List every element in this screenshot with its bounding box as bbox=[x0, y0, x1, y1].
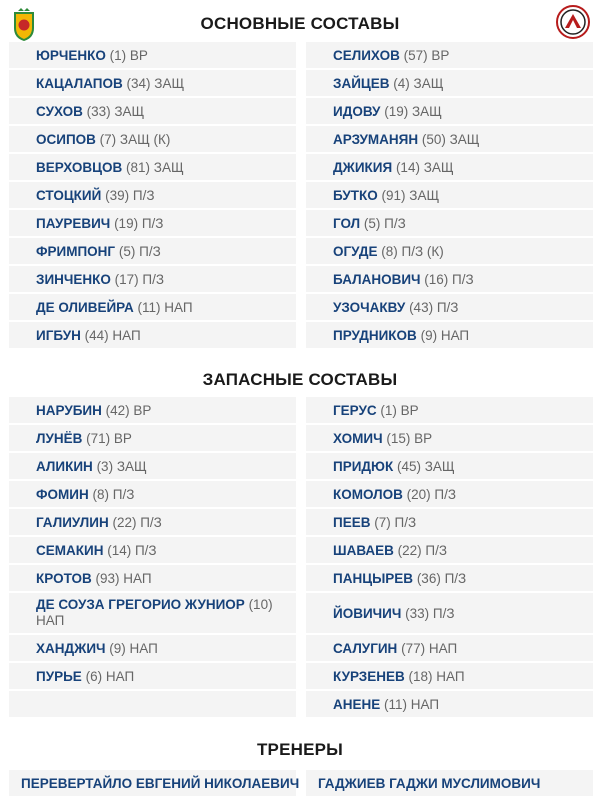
player-row bbox=[306, 126, 593, 152]
player-name-link[interactable]: ШАВАЕВ bbox=[333, 542, 394, 558]
player-name-link[interactable]: АЛИКИН bbox=[36, 458, 93, 474]
player-name-link[interactable]: ХОМИЧ bbox=[333, 430, 383, 446]
player-number-position: (44) НАП bbox=[84, 327, 141, 343]
player-number-position: (14) П/З bbox=[107, 542, 157, 558]
player-row bbox=[9, 663, 296, 689]
player-position-continued: НАП bbox=[36, 613, 65, 628]
player-name-link[interactable]: УЗОЧАКВУ bbox=[333, 299, 406, 315]
player-name-link[interactable]: СЕМАКИН bbox=[36, 542, 104, 558]
player-name-link[interactable]: НАРУБИН bbox=[36, 402, 102, 418]
player-row bbox=[306, 322, 593, 348]
away-starters-list bbox=[306, 42, 593, 350]
player-row bbox=[306, 98, 593, 124]
player-name-link[interactable]: КРОТОВ bbox=[36, 570, 92, 586]
coaches-title: ТРЕНЕРЫ bbox=[256, 740, 344, 759]
player-name-link[interactable]: ДЕ ОЛИВЕЙРА bbox=[36, 299, 134, 315]
home-subs-list bbox=[9, 397, 296, 719]
home-coach[interactable] bbox=[9, 770, 300, 796]
player-number-position: (14) ЗАЩ bbox=[395, 159, 454, 175]
player-number-position: (45) ЗАЩ bbox=[396, 458, 455, 474]
player-number-position: (42) ВР bbox=[105, 402, 152, 418]
player-row bbox=[9, 98, 296, 124]
player-number-position: (9) НАП bbox=[109, 640, 158, 656]
player-number-position: (81) ЗАЩ bbox=[126, 159, 184, 175]
player-number-position: (22) П/З bbox=[112, 514, 162, 530]
player-number-position: (77) НАП bbox=[401, 640, 458, 656]
player-name-link[interactable]: КОМОЛОВ bbox=[333, 486, 403, 502]
player-name-link[interactable]: ПУРЬЕ bbox=[36, 668, 82, 684]
player-number-position: (1) ВР bbox=[109, 47, 148, 63]
player-number-position: (19) ЗАЩ bbox=[384, 103, 442, 119]
player-row bbox=[9, 182, 296, 208]
player-row bbox=[306, 238, 593, 264]
player-row bbox=[306, 42, 593, 68]
player-row bbox=[306, 593, 593, 633]
home-coach-name[interactable]: ПЕРЕВЕРТАЙЛО ЕВГЕНИЙ НИКОЛАЕВИЧ bbox=[21, 775, 300, 791]
player-name-link[interactable]: КУРЗЕНЕВ bbox=[333, 668, 405, 684]
player-name-link[interactable]: ГОЛ bbox=[333, 215, 361, 231]
player-number-position: (7) ЗАЩ (К) bbox=[99, 131, 171, 147]
player-name-link[interactable]: ФРИМПОНГ bbox=[36, 243, 116, 259]
player-number-position: (17) П/З bbox=[114, 271, 165, 287]
player-number-position: (8) П/З (К) bbox=[381, 243, 444, 259]
player-name-link[interactable]: СУХОВ bbox=[36, 103, 83, 119]
player-row bbox=[306, 154, 593, 180]
player-name-link[interactable]: САЛУГИН bbox=[333, 640, 398, 656]
player-name-link[interactable]: ПАНЦЫРЕВ bbox=[333, 570, 414, 586]
player-name-link[interactable]: ХАНДЖИЧ bbox=[36, 640, 106, 656]
player-name-link[interactable]: ПРИДЮК bbox=[333, 458, 394, 474]
player-number-position: (10) bbox=[248, 597, 273, 612]
player-number-position: (50) ЗАЩ bbox=[421, 131, 480, 147]
player-number-position: (7) П/З bbox=[374, 514, 417, 530]
player-name-link[interactable]: ДЕ СОУЗА ГРЕГОРИО ЖУНИОР bbox=[36, 597, 245, 612]
player-name-link[interactable]: ВЕРХОВЦОВ bbox=[36, 159, 123, 175]
player-number-position: (39) П/З bbox=[105, 187, 155, 203]
player-name-link[interactable]: ЗАЙЦЕВ bbox=[333, 75, 390, 91]
player-row bbox=[9, 537, 296, 563]
player-row bbox=[9, 238, 296, 264]
player-number-position: (5) П/З bbox=[363, 215, 406, 231]
player-row bbox=[306, 565, 593, 591]
player-name-link[interactable]: СТОЦКИЙ bbox=[36, 187, 102, 203]
player-number-position: (16) П/З bbox=[424, 271, 474, 287]
player-row bbox=[306, 425, 593, 451]
player-number-position: (3) ЗАЩ bbox=[96, 458, 147, 474]
player-row bbox=[9, 397, 296, 423]
player-name-link[interactable]: ПЕЕВ bbox=[333, 514, 371, 530]
player-row bbox=[9, 593, 296, 633]
player-row bbox=[306, 70, 593, 96]
player-number-position: (6) НАП bbox=[85, 668, 135, 684]
player-name-link[interactable]: АНЕНЕ bbox=[333, 696, 381, 712]
player-name-link[interactable]: ГАЛИУЛИН bbox=[36, 514, 109, 530]
player-row bbox=[9, 70, 296, 96]
subs-title: ЗАПАСНЫЕ СОСТАВЫ bbox=[202, 370, 398, 389]
player-row bbox=[9, 266, 296, 292]
player-name-link[interactable]: ПАУРЕВИЧ bbox=[36, 215, 111, 231]
player-row bbox=[306, 182, 593, 208]
player-name-link[interactable]: АРЗУМАНЯН bbox=[333, 131, 419, 147]
player-row bbox=[306, 635, 593, 661]
player-name-link[interactable]: ОСИПОВ bbox=[36, 131, 96, 147]
player-number-position: (4) ЗАЩ bbox=[393, 75, 444, 91]
player-row bbox=[9, 322, 296, 348]
player-name-link[interactable]: ЙОВИЧИЧ bbox=[333, 605, 402, 621]
player-name-link[interactable]: СЕЛИХОВ bbox=[333, 47, 400, 63]
player-row bbox=[306, 294, 593, 320]
player-name-link[interactable]: ИДОВУ bbox=[333, 103, 381, 119]
player-number-position: (15) ВР bbox=[386, 430, 433, 446]
player-row bbox=[9, 126, 296, 152]
player-number-position: (36) П/З bbox=[416, 570, 467, 586]
player-row bbox=[9, 565, 296, 591]
player-row bbox=[9, 294, 296, 320]
player-row bbox=[9, 481, 296, 507]
player-name-link[interactable]: ФОМИН bbox=[36, 486, 89, 502]
player-number-position: (57) ВР bbox=[403, 47, 450, 63]
player-row bbox=[9, 154, 296, 180]
player-number-position: (91) ЗАЩ bbox=[381, 187, 440, 203]
player-row bbox=[306, 397, 593, 423]
player-name-link[interactable]: ЗИНЧЕНКО bbox=[36, 271, 111, 287]
player-name-link[interactable]: БАЛАНОВИЧ bbox=[333, 271, 421, 287]
player-name-link[interactable]: ИГБУН bbox=[36, 327, 81, 343]
away-subs-list bbox=[306, 397, 593, 719]
player-row bbox=[9, 509, 296, 535]
player-row bbox=[306, 210, 593, 236]
player-row bbox=[9, 425, 296, 451]
player-row bbox=[9, 42, 296, 68]
player-number-position: (34) ЗАЩ bbox=[126, 75, 185, 91]
away-coach-name[interactable]: ГАДЖИЕВ ГАДЖИ МУСЛИМОВИЧ bbox=[318, 775, 541, 791]
away-coach[interactable] bbox=[306, 770, 593, 796]
player-row bbox=[306, 537, 593, 563]
player-number-position: (1) ВР bbox=[380, 402, 419, 418]
player-number-position: (33) П/З bbox=[405, 605, 455, 621]
player-row bbox=[306, 663, 593, 689]
player-number-position: (71) ВР bbox=[86, 430, 132, 446]
lineups-title: ОСНОВНЫЕ СОСТАВЫ bbox=[200, 14, 400, 33]
player-number-position: (5) П/З bbox=[118, 243, 161, 259]
player-name-link[interactable]: ОГУДЕ bbox=[333, 243, 378, 259]
player-number-position: (9) НАП bbox=[420, 327, 470, 343]
player-name-link[interactable]: ЮРЧЕНКО bbox=[36, 47, 106, 63]
player-name-link[interactable]: ЛУНЁВ bbox=[36, 430, 83, 446]
player-number-position: (22) П/З bbox=[397, 542, 448, 558]
player-number-position: (8) П/З bbox=[92, 486, 135, 502]
player-name-link[interactable]: ДЖИКИЯ bbox=[333, 159, 393, 175]
player-number-position: (43) П/З bbox=[409, 299, 459, 315]
player-row bbox=[306, 266, 593, 292]
player-row bbox=[9, 453, 296, 479]
player-row bbox=[9, 210, 296, 236]
player-row bbox=[306, 691, 593, 717]
player-name-link[interactable]: КАЦАЛАПОВ bbox=[36, 75, 123, 91]
player-number-position: (11) НАП bbox=[384, 696, 440, 712]
player-number-position: (11) НАП bbox=[137, 299, 193, 315]
player-name-link[interactable]: ПРУДНИКОВ bbox=[333, 327, 417, 343]
player-number-position: (20) П/З bbox=[406, 486, 457, 502]
home-starters-list bbox=[9, 42, 296, 350]
empty-row bbox=[9, 691, 296, 717]
player-row bbox=[306, 509, 593, 535]
player-name-link[interactable]: ГЕРУС bbox=[333, 402, 377, 418]
player-row bbox=[306, 481, 593, 507]
player-number-position: (33) ЗАЩ bbox=[86, 103, 145, 119]
player-number-position: (93) НАП bbox=[95, 570, 152, 586]
player-number-position: (19) П/З bbox=[114, 215, 164, 231]
player-name-link[interactable]: БУТКО bbox=[333, 187, 378, 203]
player-number-position: (18) НАП bbox=[408, 668, 465, 684]
player-row bbox=[9, 635, 296, 661]
player-row bbox=[306, 453, 593, 479]
